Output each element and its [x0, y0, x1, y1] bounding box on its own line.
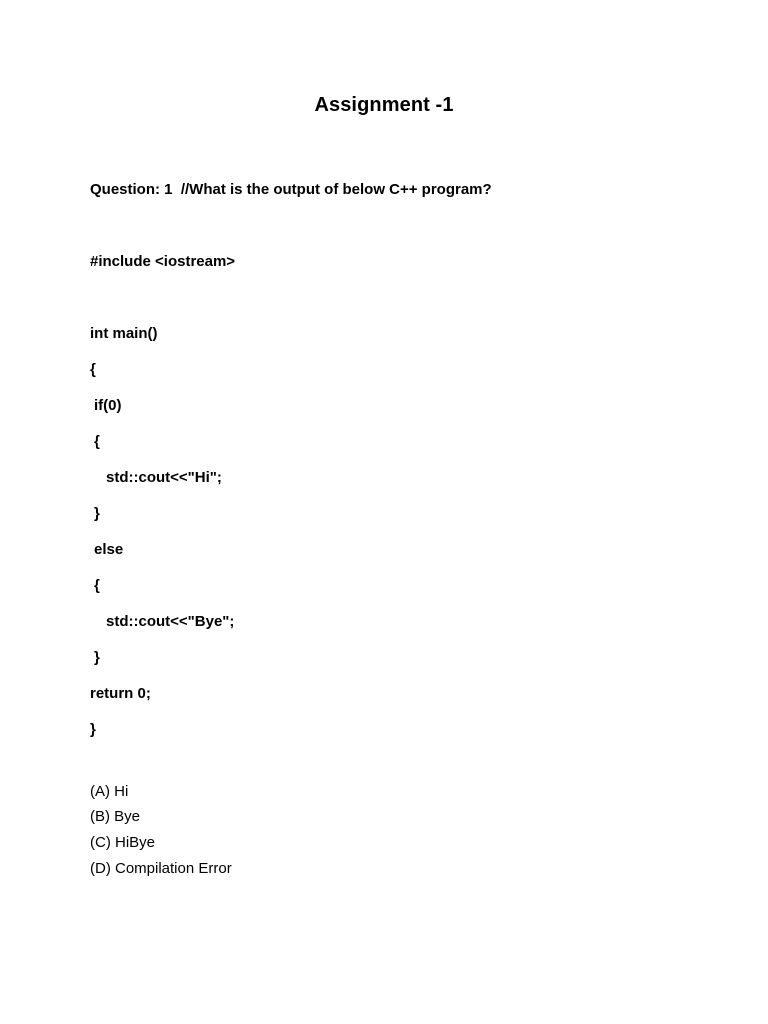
code-line-if: if(0)	[94, 397, 122, 414]
code-line-if-close-brace: }	[94, 505, 100, 522]
code-line-return: return 0;	[90, 685, 151, 702]
code-line-main: int main()	[90, 325, 158, 342]
code-line-open-brace: {	[90, 361, 96, 378]
option-d: (D) Compilation Error	[90, 860, 232, 877]
question-text: Question: 1 //What is the output of below C++ program?	[90, 181, 492, 198]
page-title: Assignment -1	[314, 94, 454, 116]
code-line-close-brace: }	[90, 721, 96, 738]
code-line-else: else	[94, 541, 124, 558]
code-line-else-close-brace: }	[94, 649, 100, 666]
code-line-if-open-brace: {	[94, 433, 100, 450]
code-line-cout-bye: std::cout<<"Bye";	[106, 613, 235, 630]
code-line-else-open-brace: {	[94, 577, 100, 594]
option-c: (C) HiBye	[90, 834, 156, 851]
option-a: (A) Hi	[90, 783, 129, 800]
code-line-cout-hi: std::cout<<"Hi";	[106, 469, 222, 486]
code-line-include: #include <iostream>	[90, 253, 236, 270]
option-b: (B) Bye	[90, 808, 141, 825]
